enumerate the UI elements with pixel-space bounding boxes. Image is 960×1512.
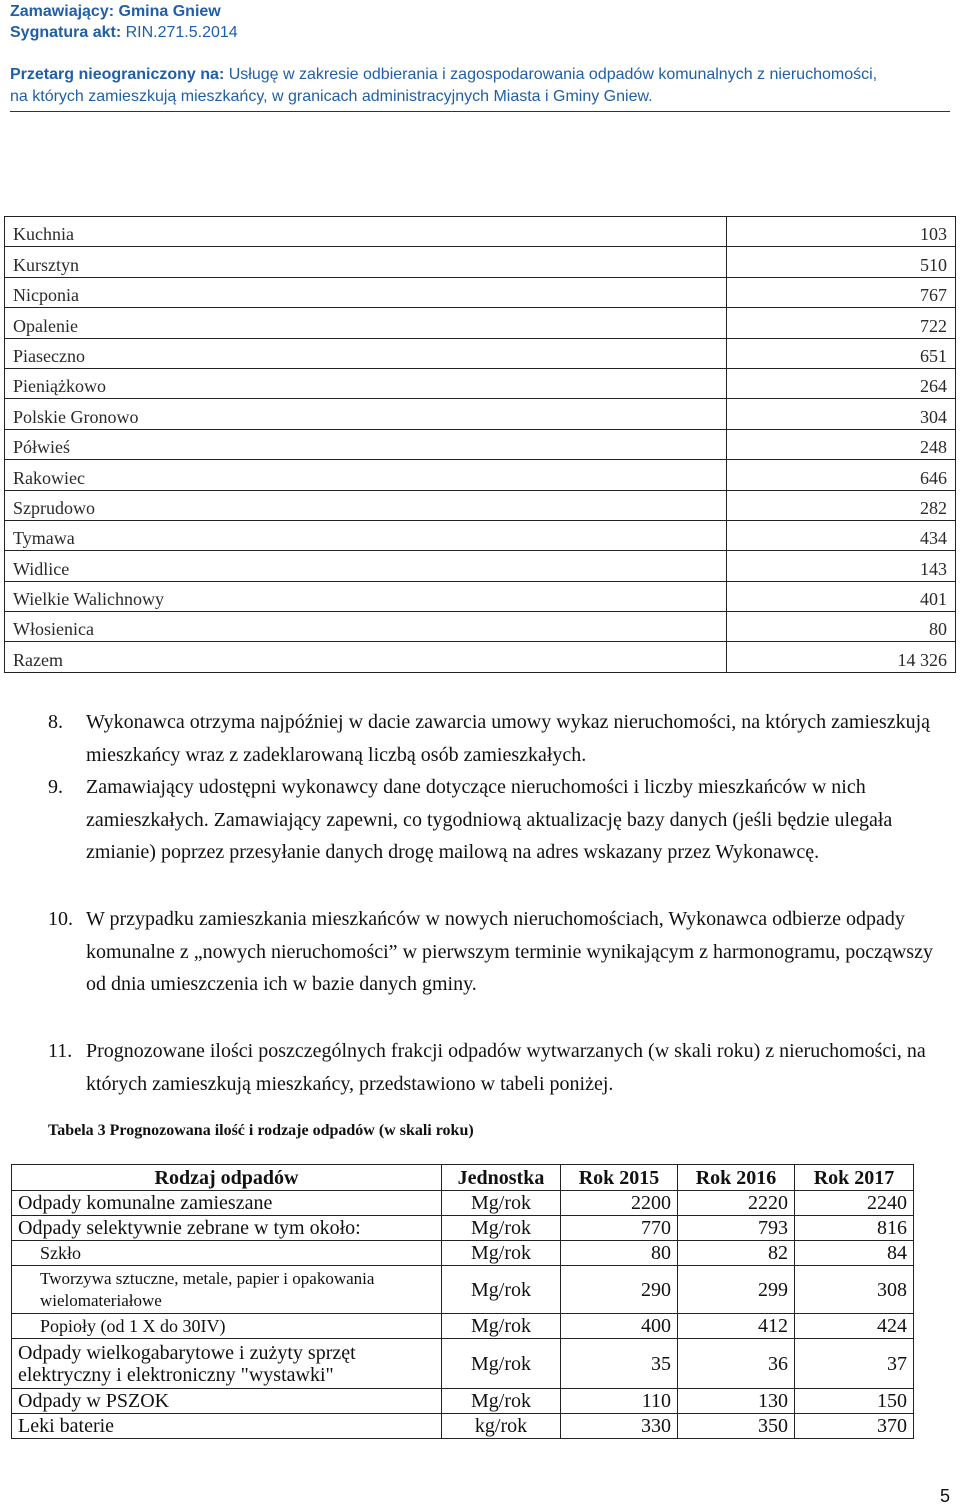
village-count: 264 bbox=[727, 368, 956, 398]
village-count: 14 326 bbox=[727, 642, 956, 672]
village-row bbox=[5, 551, 956, 581]
village-name: Widlice bbox=[5, 551, 727, 581]
waste-type: Odpady komunalne zamieszane bbox=[12, 1191, 442, 1216]
value-2017: 816 bbox=[795, 1216, 914, 1241]
paragraph-8 bbox=[48, 706, 948, 771]
col-header-2016: Rok 2016 bbox=[678, 1165, 795, 1191]
waste-type: Tworzywa sztuczne, metale, papier i opakowania wielomateriałowe bbox=[12, 1266, 442, 1314]
waste-unit: Mg/rok bbox=[442, 1314, 561, 1339]
value-2015: 35 bbox=[561, 1339, 678, 1389]
header-contracting-authority: Zamawiający: Gmina Gniew bbox=[10, 3, 221, 20]
value-2015: 290 bbox=[561, 1266, 678, 1314]
header-tender-label: Przetarg nieograniczony na: bbox=[10, 66, 229, 83]
village-count: 248 bbox=[727, 429, 956, 459]
village-count: 767 bbox=[727, 277, 956, 307]
village-count: 282 bbox=[727, 490, 956, 520]
col-header-unit: Jednostka bbox=[442, 1165, 561, 1191]
villages-table bbox=[4, 216, 956, 673]
header-case-label: Sygnatura akt: bbox=[10, 24, 126, 41]
village-row bbox=[5, 460, 956, 490]
village-row bbox=[5, 217, 956, 247]
value-2017: 370 bbox=[795, 1414, 914, 1439]
paragraph-11 bbox=[48, 1035, 948, 1100]
village-name: Opalenie bbox=[5, 308, 727, 338]
village-name: Włosienica bbox=[5, 612, 727, 642]
header-case-value: RIN.271.5.2014 bbox=[125, 24, 238, 41]
waste-unit: Mg/rok bbox=[442, 1216, 561, 1241]
value-2017: 2240 bbox=[795, 1191, 914, 1216]
value-2015: 110 bbox=[561, 1389, 678, 1414]
village-count: 401 bbox=[727, 581, 956, 611]
waste-row bbox=[12, 1414, 914, 1439]
value-2016: 2220 bbox=[678, 1191, 795, 1216]
village-count: 651 bbox=[727, 338, 956, 368]
waste-type: Odpady w PSZOK bbox=[12, 1389, 442, 1414]
waste-row bbox=[12, 1314, 914, 1339]
value-2015: 2200 bbox=[561, 1191, 678, 1216]
value-2016: 130 bbox=[678, 1389, 795, 1414]
village-name: Półwieś bbox=[5, 429, 727, 459]
village-name: Piaseczno bbox=[5, 338, 727, 368]
waste-type: Leki baterie bbox=[12, 1414, 442, 1439]
col-header-2015: Rok 2015 bbox=[561, 1165, 678, 1191]
waste-unit: Mg/rok bbox=[442, 1266, 561, 1314]
village-name: Wielkie Walichnowy bbox=[5, 581, 727, 611]
waste-unit: Mg/rok bbox=[442, 1389, 561, 1414]
village-row bbox=[5, 429, 956, 459]
village-row bbox=[5, 612, 956, 642]
village-row bbox=[5, 247, 956, 277]
paragraph-11-text: Prognozowane ilości poszczególnych frakcji odpadów wytwarzanych (w skali roku) z nieruchomości, na których zamieszkują mieszkańcy, przedstawiono w tabeli poniżej. bbox=[86, 1040, 926, 1095]
value-2016: 82 bbox=[678, 1241, 795, 1266]
waste-unit: Mg/rok bbox=[442, 1191, 561, 1216]
village-row bbox=[5, 642, 956, 672]
value-2016: 350 bbox=[678, 1414, 795, 1439]
village-row bbox=[5, 399, 956, 429]
waste-row bbox=[12, 1389, 914, 1414]
waste-unit: Mg/rok bbox=[442, 1241, 561, 1266]
waste-row bbox=[12, 1216, 914, 1241]
value-2016: 299 bbox=[678, 1266, 795, 1314]
village-name: Razem bbox=[5, 642, 727, 672]
col-header-waste-type: Rodzaj odpadów bbox=[12, 1165, 442, 1191]
table-3-caption: Tabela 3 Prognozowana ilość i rodzaje odpadów (w skali roku) bbox=[48, 1122, 474, 1139]
village-name: Tymawa bbox=[5, 520, 727, 550]
village-count: 510 bbox=[727, 247, 956, 277]
waste-type: Popioły (od 1 X do 30IV) bbox=[12, 1314, 442, 1339]
waste-row bbox=[12, 1339, 914, 1389]
village-row bbox=[5, 368, 956, 398]
waste-forecast-table bbox=[11, 1164, 914, 1439]
village-count: 103 bbox=[727, 217, 956, 247]
waste-type: Odpady wielkogabarytowe i zużyty sprzęt elektryczny i elektroniczny "wystawki" bbox=[12, 1339, 442, 1389]
village-count: 722 bbox=[727, 308, 956, 338]
village-row bbox=[5, 338, 956, 368]
col-header-2017: Rok 2017 bbox=[795, 1165, 914, 1191]
value-2017: 308 bbox=[795, 1266, 914, 1314]
village-row bbox=[5, 581, 956, 611]
waste-type: Odpady selektywnie zebrane w tym około: bbox=[12, 1216, 442, 1241]
village-count: 143 bbox=[727, 551, 956, 581]
value-2015: 330 bbox=[561, 1414, 678, 1439]
value-2016: 36 bbox=[678, 1339, 795, 1389]
value-2016: 412 bbox=[678, 1314, 795, 1339]
header-tender-title-cont: na których zamieszkują mieszkańcy, w granicach administracyjnych Miasta i Gminy Gniew. bbox=[10, 88, 653, 105]
waste-unit: kg/rok bbox=[442, 1414, 561, 1439]
page-number: 5 bbox=[939, 1486, 950, 1506]
paragraph-8-number: 8. bbox=[48, 711, 63, 733]
paragraph-9 bbox=[48, 771, 948, 869]
value-2017: 37 bbox=[795, 1339, 914, 1389]
village-name: Nicponia bbox=[5, 277, 727, 307]
value-2015: 770 bbox=[561, 1216, 678, 1241]
paragraph-9-number: 9. bbox=[48, 776, 63, 798]
village-name: Rakowiec bbox=[5, 460, 727, 490]
value-2016: 793 bbox=[678, 1216, 795, 1241]
waste-row bbox=[12, 1241, 914, 1266]
value-2015: 80 bbox=[561, 1241, 678, 1266]
value-2015: 400 bbox=[561, 1314, 678, 1339]
header-tender-title bbox=[10, 66, 950, 84]
value-2017: 424 bbox=[795, 1314, 914, 1339]
village-name: Szprudowo bbox=[5, 490, 727, 520]
value-2017: 84 bbox=[795, 1241, 914, 1266]
paragraph-10-number: 10. bbox=[48, 908, 73, 930]
paragraph-10 bbox=[48, 903, 948, 1001]
village-count: 304 bbox=[727, 399, 956, 429]
header-tender-value: Usługę w zakresie odbierania i zagospodarowania odpadów komunalnych z nieruchomości, bbox=[228, 66, 878, 83]
paragraph-10-text: W przypadku zamieszkania mieszkańców w nowych nieruchomościach, Wykonawca odbierze odpady komunalne z „nowych nieruchomości” w pierwszym terminie wynikającym z harmonogramu, począwszy od dnia umieszczenia ich w bazie danych gminy. bbox=[86, 908, 933, 995]
village-name: Pieniążkowo bbox=[5, 368, 727, 398]
waste-row bbox=[12, 1191, 914, 1216]
waste-unit: Mg/rok bbox=[442, 1339, 561, 1389]
village-name: Kuchnia bbox=[5, 217, 727, 247]
village-count: 646 bbox=[727, 460, 956, 490]
village-row bbox=[5, 308, 956, 338]
village-row bbox=[5, 490, 956, 520]
village-count: 80 bbox=[727, 612, 956, 642]
village-count: 434 bbox=[727, 520, 956, 550]
value-2017: 150 bbox=[795, 1389, 914, 1414]
village-name: Kursztyn bbox=[5, 247, 727, 277]
paragraph-11-number: 11. bbox=[48, 1040, 73, 1062]
paragraph-9-text: Zamawiający udostępni wykonawcy dane dotyczące nieruchomości i liczby mieszkańców w nich zamieszkałych. Zamawiający zapewni, co tygodniową aktualizację bazy danych (jeśli będzie ulegała zmianie) poprzez przesyłanie danych drogę mailową na adres wskazany przez Wykonawcę. bbox=[86, 776, 893, 863]
waste-type: Szkło bbox=[12, 1241, 442, 1266]
village-row bbox=[5, 520, 956, 550]
waste-row bbox=[12, 1266, 914, 1314]
village-name: Polskie Gronowo bbox=[5, 399, 727, 429]
paragraph-8-text: Wykonawca otrzyma najpóźniej w dacie zawarcia umowy wykaz nieruchomości, na których zamieszkują mieszkańcy wraz z zadeklarowaną liczbą osób zamieszkałych. bbox=[86, 711, 931, 766]
village-row bbox=[5, 277, 956, 307]
header-case-reference bbox=[10, 24, 950, 42]
header-divider bbox=[10, 111, 950, 112]
